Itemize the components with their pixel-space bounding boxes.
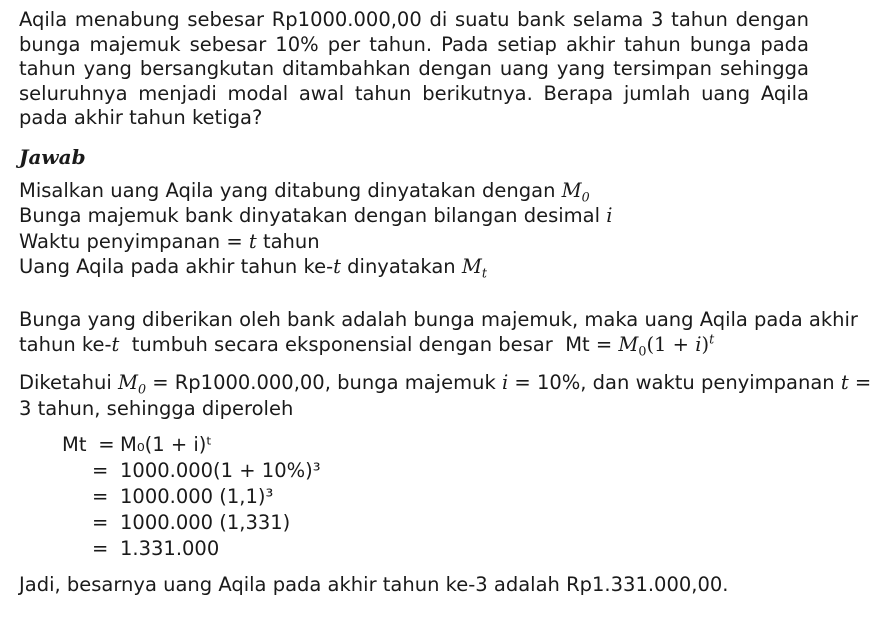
definition-line-4: Uang Aqila pada akhir tahun ke-t dinyatakan $M_t$: [19, 255, 487, 281]
known-line-2: 3 tahun, sehingga diperoleh: [19, 397, 294, 420]
known-line-1: Diketahui $M_0 = Rp1000.000,00$, bunga majemuk i = 10%, dan waktu penyimpanan t =: [19, 371, 871, 397]
calc-row: = 1000.000(1 + 10%)³: [92, 459, 321, 482]
growth-line-1: Bunga yang diberikan oleh bank adalah bunga majemuk, maka uang Aqila pada akhir: [19, 308, 858, 331]
definition-line-1: Misalkan uang Aqila yang ditabung dinyatakan dengan $M_0$: [19, 179, 590, 205]
calc-row: = 1000.000 (1,1)³: [92, 485, 274, 508]
growth-formula: $Mt = M_0(1 + i)^t$: [565, 331, 715, 359]
growth-line-2: tahun ke-t tumbuh secara eksponensial dengan besar $Mt = M_0(1 + i)^t$: [19, 331, 715, 359]
calc-row: = 1000.000 (1,331): [92, 511, 291, 534]
calc-row: = 1.331.000: [92, 537, 220, 560]
problem-statement: Aqila menabung sebesar Rp1000.000,00 di suatu bank selama 3 tahun dengan bunga majemuk sebesar 10% per tahun. Pada setiap akhir tahun bunga pada tahun yang bersangkutan ditambahkan dengan uang yang tersimpan sehingga seluruhnya menjadi modal awal tahun berikutnya. Berapa jumlah uang Aqila pada akhir tahun ketiga?: [19, 8, 809, 129]
definition-line-3: Waktu penyimpanan = t tahun: [19, 230, 320, 253]
calc-row: Mt = M₀(1 + i)ᵗ: [62, 433, 213, 456]
definition-line-2: Bunga majemuk bank dinyatakan dengan bilangan desimal i: [19, 204, 613, 227]
conclusion: Jadi, besarnya uang Aqila pada akhir tahun ke-3 adalah Rp1.331.000,00.: [19, 573, 729, 596]
answer-heading: Jawab: [19, 145, 86, 169]
